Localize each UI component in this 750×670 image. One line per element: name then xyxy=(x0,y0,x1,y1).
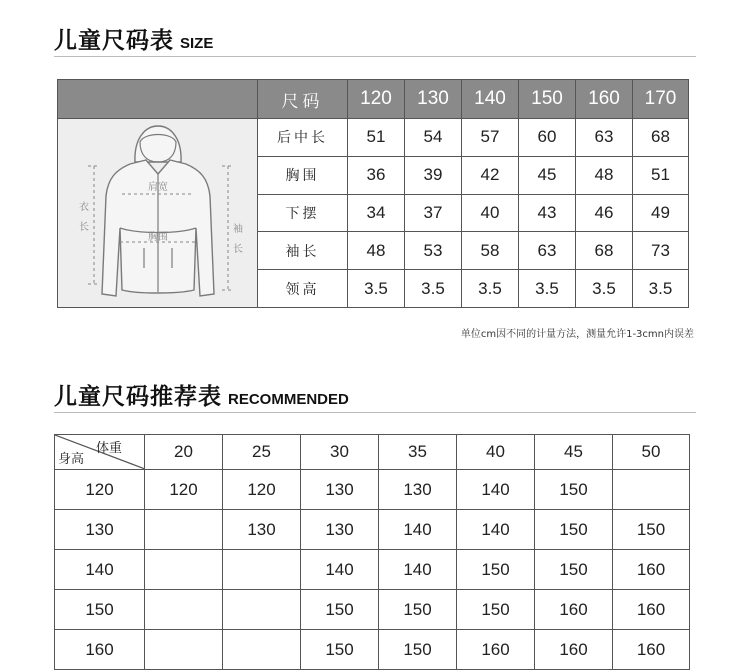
recommended-cell: 160 xyxy=(613,630,690,670)
size-cell: 3.5 xyxy=(348,270,405,308)
size-cell: 46 xyxy=(576,194,633,232)
recommended-cell: 150 xyxy=(457,550,535,590)
recommended-cell xyxy=(223,590,301,630)
recommended-cell: 160 xyxy=(613,590,690,630)
size-cell: 39 xyxy=(405,156,462,194)
size-header-140: 140 xyxy=(462,80,519,119)
sleeve-label-bottom: 长 xyxy=(233,244,243,255)
recommended-cell: 130 xyxy=(379,470,457,510)
size-cell: 3.5 xyxy=(519,270,576,308)
recommended-cell: 120 xyxy=(145,470,223,510)
recommended-cell xyxy=(145,590,223,630)
weight-header-20: 20 xyxy=(145,435,223,470)
recommended-cell: 140 xyxy=(379,550,457,590)
height-cell: 140 xyxy=(55,550,145,590)
size-cell: 3.5 xyxy=(576,270,633,308)
size-cell: 68 xyxy=(576,232,633,270)
recommended-cell: 130 xyxy=(301,470,379,510)
size-cell: 37 xyxy=(405,194,462,232)
size-cell: 45 xyxy=(519,156,576,194)
size-cell: 60 xyxy=(519,119,576,157)
size-title-en: SIZE xyxy=(180,35,214,52)
recommended-cell: 150 xyxy=(301,590,379,630)
recommended-title-rule xyxy=(54,412,696,413)
recommended-cell xyxy=(223,630,301,670)
recommended-cell: 150 xyxy=(613,510,690,550)
height-cell: 150 xyxy=(55,590,145,630)
size-cell: 48 xyxy=(576,156,633,194)
corner-cell xyxy=(55,435,145,470)
recommended-table-body xyxy=(55,470,690,670)
recommended-cell: 150 xyxy=(379,590,457,630)
height-cell: 130 xyxy=(55,510,145,550)
size-cell: 43 xyxy=(519,194,576,232)
recommended-title xyxy=(54,378,349,411)
recommended-table xyxy=(54,434,690,670)
recommended-cell: 130 xyxy=(223,510,301,550)
recommended-cell: 160 xyxy=(613,550,690,590)
recommended-cell xyxy=(223,550,301,590)
weight-header-30: 30 xyxy=(301,435,379,470)
size-cell: 58 xyxy=(462,232,519,270)
recommended-cell xyxy=(613,470,690,510)
jacket-diagram xyxy=(58,118,257,308)
size-cell: 3.5 xyxy=(633,270,689,308)
recommended-cell: 150 xyxy=(379,630,457,670)
size-cell: 34 xyxy=(348,194,405,232)
size-title-rule xyxy=(54,56,696,57)
size-cell: 68 xyxy=(633,119,689,157)
shoulder-label: 肩宽 xyxy=(148,182,168,193)
size-cell: 3.5 xyxy=(462,270,519,308)
size-cell: 48 xyxy=(348,232,405,270)
size-header-160: 160 xyxy=(576,80,633,119)
size-cell: 73 xyxy=(633,232,689,270)
size-title xyxy=(54,22,213,55)
recommended-row xyxy=(55,590,690,630)
size-header-170: 170 xyxy=(633,80,689,119)
chest-label: 胸围 xyxy=(148,232,168,243)
size-title-zh: 儿童尺码表 xyxy=(54,28,174,54)
recommended-row xyxy=(55,550,690,590)
corner-height-label: 身高 xyxy=(58,452,85,467)
recommended-cell xyxy=(145,630,223,670)
recommended-cell: 140 xyxy=(379,510,457,550)
recommended-cell: 140 xyxy=(457,470,535,510)
recommended-cell: 160 xyxy=(535,590,613,630)
size-header-row xyxy=(58,80,689,119)
size-header-130: 130 xyxy=(405,80,462,119)
weight-header-45: 45 xyxy=(535,435,613,470)
weight-header-35: 35 xyxy=(379,435,457,470)
recommended-row xyxy=(55,510,690,550)
length-label-bottom: 长 xyxy=(79,222,89,233)
size-cell: 42 xyxy=(462,156,519,194)
size-row-label: 下摆 xyxy=(258,194,348,232)
size-cell: 63 xyxy=(519,232,576,270)
recommended-cell: 150 xyxy=(457,590,535,630)
size-cell: 51 xyxy=(633,156,689,194)
size-cell: 36 xyxy=(348,156,405,194)
recommended-cell: 150 xyxy=(301,630,379,670)
size-cell: 54 xyxy=(405,119,462,157)
recommended-cell: 120 xyxy=(223,470,301,510)
size-row-label: 胸围 xyxy=(258,156,348,194)
size-cell: 3.5 xyxy=(405,270,462,308)
sleeve-label-top: 袖 xyxy=(233,224,243,235)
recommended-cell: 150 xyxy=(535,550,613,590)
weight-header-50: 50 xyxy=(613,435,690,470)
size-cell: 51 xyxy=(348,119,405,157)
recommended-cell xyxy=(145,550,223,590)
recommended-cell: 160 xyxy=(535,630,613,670)
size-row-label: 后中长 xyxy=(258,119,348,157)
recommended-cell: 160 xyxy=(457,630,535,670)
recommended-row xyxy=(55,630,690,670)
recommended-header-row xyxy=(55,435,690,470)
recommended-cell: 150 xyxy=(535,470,613,510)
size-header-120: 120 xyxy=(348,80,405,119)
size-header-150: 150 xyxy=(519,80,576,119)
length-label-top: 衣 xyxy=(79,202,89,213)
size-cell: 53 xyxy=(405,232,462,270)
recommended-cell xyxy=(145,510,223,550)
size-cell: 49 xyxy=(633,194,689,232)
weight-header-40: 40 xyxy=(457,435,535,470)
recommended-title-zh: 儿童尺码推荐表 xyxy=(54,384,222,410)
recommended-cell: 140 xyxy=(301,550,379,590)
size-cell: 40 xyxy=(462,194,519,232)
height-cell: 120 xyxy=(55,470,145,510)
size-header-blank xyxy=(58,80,258,119)
height-cell: 160 xyxy=(55,630,145,670)
size-row-label: 袖长 xyxy=(258,232,348,270)
measurement-note: 单位cm因不同的计量方法，测量允许1-3cmn内误差 xyxy=(460,329,694,340)
size-header-label: 尺码 xyxy=(258,80,348,119)
size-cell: 57 xyxy=(462,119,519,157)
recommended-row xyxy=(55,470,690,510)
weight-header-25: 25 xyxy=(223,435,301,470)
recommended-title-en: RECOMMENDED xyxy=(228,391,349,408)
size-row-label: 领高 xyxy=(258,270,348,308)
recommended-cell: 140 xyxy=(457,510,535,550)
corner-weight-label: 体重 xyxy=(95,441,122,456)
size-cell: 63 xyxy=(576,119,633,157)
recommended-cell: 150 xyxy=(535,510,613,550)
recommended-cell: 130 xyxy=(301,510,379,550)
